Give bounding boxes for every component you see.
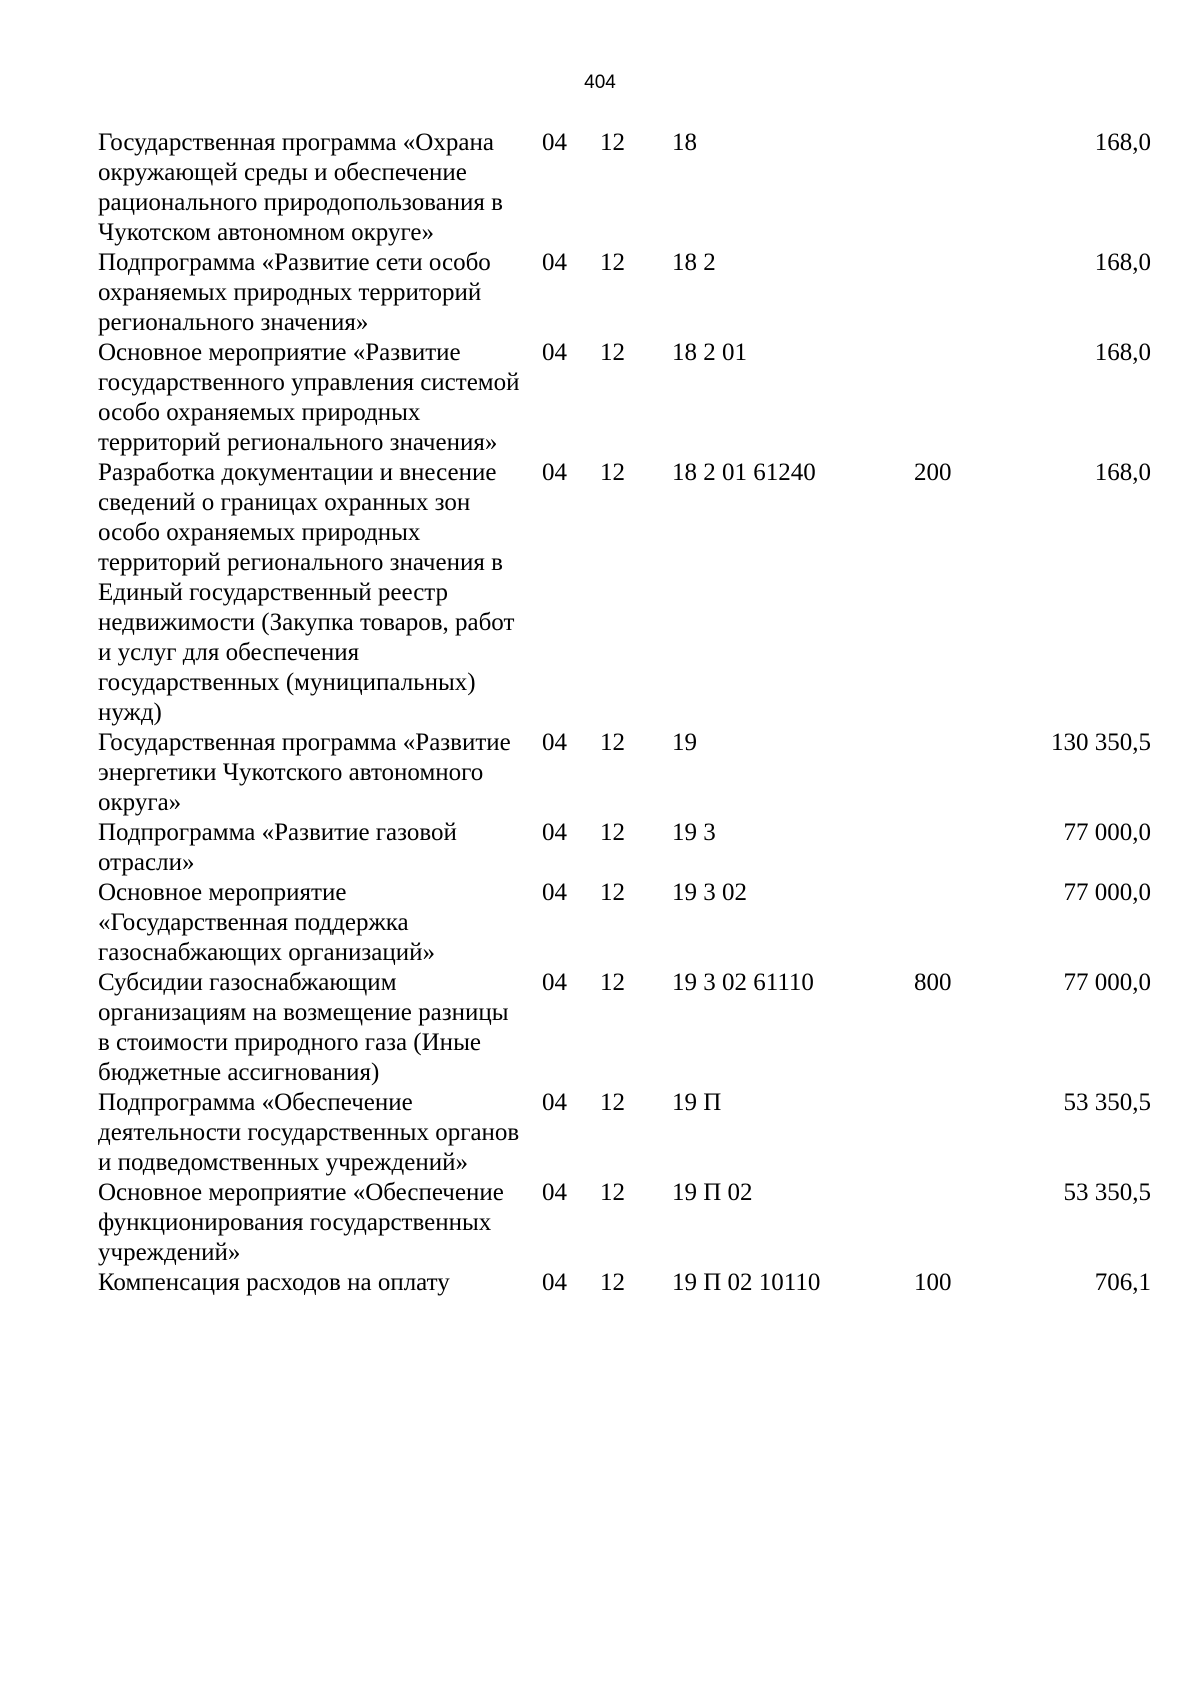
table-row [0,968,1200,1088]
row-target-article: 18 2 01 [672,339,747,366]
row-section: 04 [542,729,567,756]
table-row [0,818,1200,878]
row-description: Субсидии газоснабжающим организациям на возмещение разницы в стоимости природного газа (Иные бюджетные ассигнования) [98,969,509,1086]
row-amount: 130 350,5 [1051,729,1151,756]
row-subsection: 12 [600,969,625,996]
table-row [0,878,1200,968]
row-subsection: 12 [600,339,625,366]
row-section: 04 [542,1269,567,1296]
row-amount: 706,1 [1094,1269,1151,1296]
row-target-article: 19 П [672,1089,722,1116]
row-target-article: 19 3 02 61110 [672,969,814,996]
row-description: Подпрограмма «Развитие сети особо охраняемых природных территорий регионального значения» [98,249,491,336]
row-subsection: 12 [600,249,625,276]
row-section: 04 [542,969,567,996]
table-row [0,1268,1200,1298]
row-amount: 168,0 [1094,339,1151,366]
budget-table [0,128,1200,1298]
row-subsection: 12 [600,879,625,906]
row-subsection: 12 [600,1089,625,1116]
table-row [0,248,1200,338]
row-section: 04 [542,129,567,156]
row-description: Разработка документации и внесение сведений о границах охранных зон особо охраняемых природных территорий регионального значения в Единый государственный реестр недвижимости (Закупка товаров, работ и услуг для обеспечения государственных (муниципальных) нужд) [98,459,515,726]
row-description: Подпрограмма «Развитие газовой отрасли» [98,819,457,876]
row-expense-type: 100 [914,1269,952,1296]
row-expense-type: 200 [914,459,952,486]
row-target-article: 19 [672,729,697,756]
row-target-article: 19 3 02 [672,879,747,906]
row-amount: 53 350,5 [1063,1089,1151,1116]
row-description: Государственная программа «Охрана окружающей среды и обеспечение рационального природопользования в Чукотском автономном округе» [98,129,503,246]
row-subsection: 12 [600,1179,625,1206]
table-row [0,1178,1200,1268]
row-description: Подпрограмма «Обеспечение деятельности государственных органов и подведомственных учреждений» [98,1089,520,1176]
row-amount: 77 000,0 [1063,969,1151,996]
row-section: 04 [542,819,567,846]
row-description: Компенсация расходов на оплату [98,1269,450,1296]
row-subsection: 12 [600,459,625,486]
row-description: Государственная программа «Развитие энергетики Чукотского автономного округа» [98,729,511,816]
row-subsection: 12 [600,819,625,846]
row-description: Основное мероприятие «Государственная поддержка газоснабжающих организаций» [98,879,436,966]
row-subsection: 12 [600,729,625,756]
row-section: 04 [542,1089,567,1116]
row-section: 04 [542,1179,567,1206]
table-row [0,458,1200,728]
row-amount: 77 000,0 [1063,879,1151,906]
row-description: Основное мероприятие «Развитие государственного управления системой особо охраняемых природных территорий регионального значения» [98,339,520,456]
table-row [0,128,1200,248]
table-row [0,728,1200,818]
row-amount: 168,0 [1094,459,1151,486]
row-subsection: 12 [600,129,625,156]
row-target-article: 19 П 02 [672,1179,753,1206]
table-row [0,338,1200,458]
row-target-article: 18 2 [672,249,716,276]
row-target-article: 18 [672,129,697,156]
row-amount: 168,0 [1094,129,1151,156]
row-section: 04 [542,459,567,486]
page-number: 404 [584,72,616,93]
row-expense-type: 800 [914,969,952,996]
table-row [0,1088,1200,1178]
row-amount: 77 000,0 [1063,819,1151,846]
row-amount: 53 350,5 [1063,1179,1151,1206]
row-description: Основное мероприятие «Обеспечение функционирования государственных учреждений» [98,1179,504,1266]
row-amount: 168,0 [1094,249,1151,276]
row-target-article: 19 3 [672,819,716,846]
row-section: 04 [542,879,567,906]
row-subsection: 12 [600,1269,625,1296]
row-target-article: 19 П 02 10110 [672,1269,821,1296]
row-target-article: 18 2 01 61240 [672,459,816,486]
row-section: 04 [542,249,567,276]
row-section: 04 [542,339,567,366]
